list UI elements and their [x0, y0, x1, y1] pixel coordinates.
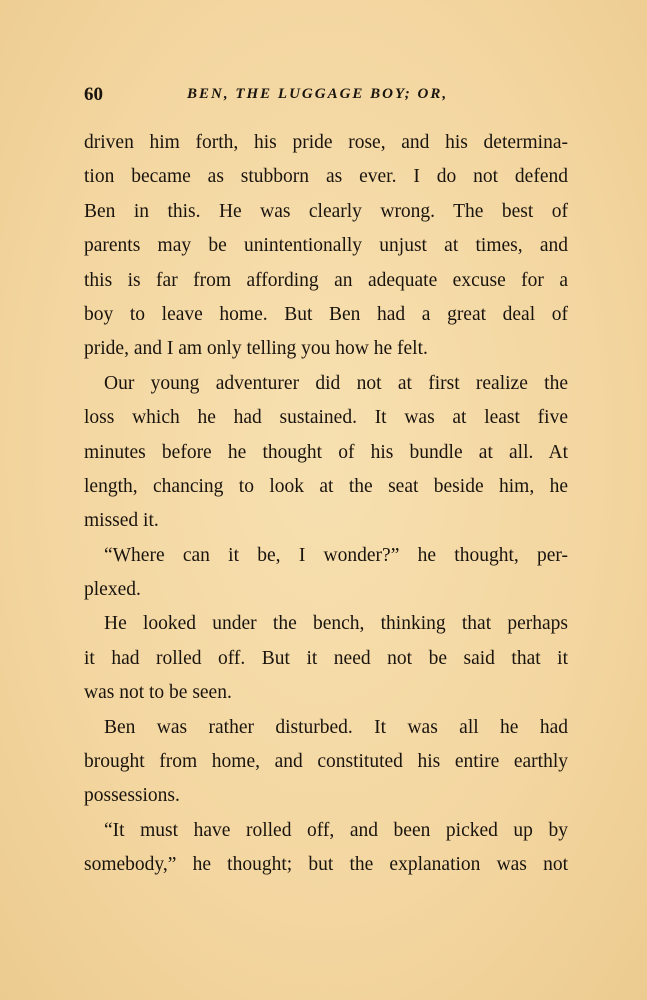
text-line: minutes before he thought of his bundle at all. At [84, 441, 568, 463]
text-line: length, chancing to look at the seat beside him, he [84, 475, 568, 497]
text-line: possessions. [84, 785, 180, 807]
text-line: Our young adventurer did not at first realize the [104, 372, 568, 394]
text-line: pride, and I am only telling you how he felt. [84, 338, 428, 360]
text-line: was not to be seen. [84, 682, 232, 704]
running-head [84, 84, 569, 106]
text-line: somebody,” he thought; but the explanation was not [84, 854, 568, 876]
text-line: Ben was rather disturbed. It was all he had [104, 716, 568, 738]
text-line: driven him forth, his pride rose, and his determina- [84, 132, 568, 153]
page-number: 60 [84, 84, 103, 105]
text-line: boy to leave home. But Ben had a great deal of [84, 303, 568, 325]
text-line: parents may be unintentionally unjust at times, and [84, 235, 568, 257]
text-line: tion became as stubborn as ever. I do not defend [84, 166, 568, 188]
text-line: “Where can it be, I wonder?” he thought, per- [104, 544, 568, 566]
text-line: this is far from affording an adequate excuse for a [84, 269, 568, 291]
text-line: He looked under the bench, thinking that perhaps [104, 613, 568, 635]
body-text [84, 126, 568, 883]
text-line: “It must have rolled off, and been picked up by [104, 819, 568, 841]
text-line: plexed. [84, 579, 141, 601]
text-line: missed it. [84, 510, 159, 532]
text-line: brought from home, and constituted his entire earthly [84, 751, 568, 773]
text-line: loss which he had sustained. It was at least five [84, 407, 568, 429]
text-line: it had rolled off. But it need not be said that it [84, 647, 568, 669]
text-line: Ben in this. He was clearly wrong. The best of [84, 200, 568, 222]
running-title: BEN, THE LUGGAGE BOY; OR, [187, 86, 449, 102]
